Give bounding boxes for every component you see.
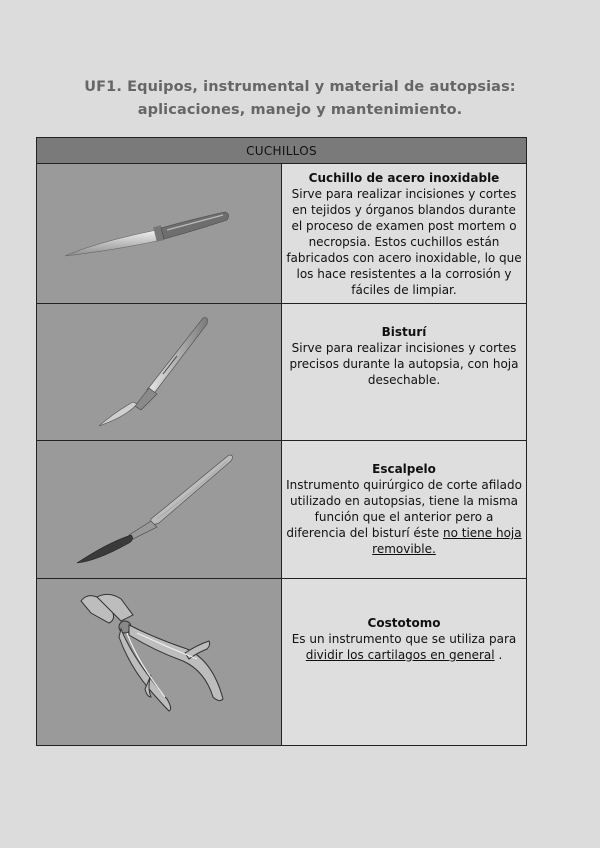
- table-header: CUCHILLOS: [37, 138, 527, 164]
- instrument-name: Cuchillo de acero inoxidable: [308, 171, 500, 185]
- row-image-cell: [37, 304, 282, 441]
- instrument-description: Es un instrumento que se utiliza para dividir los cartilagos en general .: [291, 632, 517, 662]
- row-image-cell: [37, 164, 282, 304]
- instruments-table: [36, 137, 527, 746]
- escalpelo-icon: [37, 441, 266, 579]
- underlined-text: no tiene hoja removible.: [372, 526, 522, 556]
- instrument-name: Escalpelo: [372, 462, 436, 476]
- instrument-description: Sirve para realizar incisiones y cortes en tejidos y órganos blandos durante el proceso de examen post mortem o necropsia. Estos cuchillos están fabricados con acero inoxidable, lo que los hace resistentes a la corrosión y fáciles de limpiar.: [286, 187, 522, 297]
- row-text-cell: [282, 579, 527, 746]
- row-text-cell: [282, 164, 527, 304]
- table-row: [37, 441, 527, 579]
- instrument-name: Bisturí: [381, 325, 427, 339]
- row-text-cell: [282, 441, 527, 579]
- scalpel-icon: [37, 304, 266, 441]
- row-image-cell: [37, 441, 282, 579]
- table-row: [37, 579, 527, 746]
- row-image-cell: [37, 579, 282, 746]
- document-title: [0, 76, 600, 122]
- row-text-cell: [282, 304, 527, 441]
- underlined-text: dividir los cartilagos en general: [305, 648, 495, 662]
- title-line-1: UF1. Equipos, instrumental y material de autopsias:: [84, 79, 516, 95]
- instrument-description: Sirve para realizar incisiones y cortes precisos durante la autopsia, con hoja desechable.: [289, 341, 519, 387]
- rib-shears-icon: [37, 579, 266, 746]
- instrument-description: Instrumento quirúrgico de corte afilado utilizado en autopsias, tiene la misma función que el anterior pero a diferencia del bisturí éste no tiene hoja removible.: [286, 478, 522, 556]
- table-row: [37, 304, 527, 441]
- title-line-2: aplicaciones, manejo y mantenimiento.: [137, 102, 463, 118]
- table-row: [37, 164, 527, 304]
- steel-knife-icon: [37, 164, 266, 304]
- instrument-name: Costotomo: [367, 616, 441, 630]
